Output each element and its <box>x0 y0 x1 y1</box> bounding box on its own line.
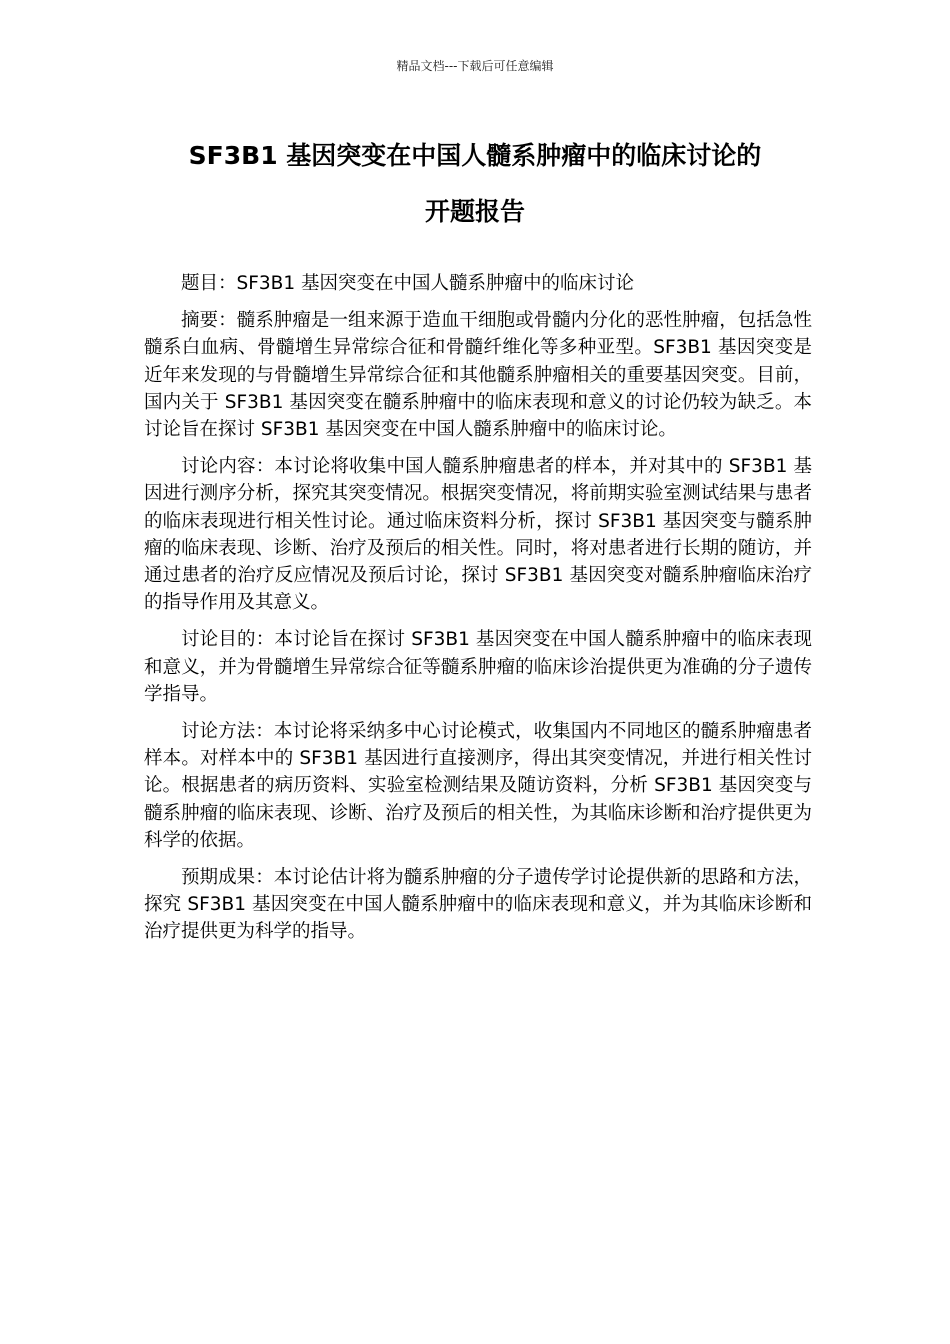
paragraph-purpose <box>144 626 812 708</box>
paragraph-label: 讨论目的： <box>181 629 275 651</box>
paragraph-label: 讨论方法： <box>181 721 274 743</box>
document-title-line-1: SF3B1 基因突变在中国人髓系肿瘤中的临床讨论的 <box>188 141 762 170</box>
paragraph-label: 预期成果： <box>181 867 274 889</box>
paragraph-label: 题目： <box>181 273 237 294</box>
paragraph-text: 本讨论将收集中国人髓系肿瘤患者的样本，并对其中的 SF3B1 基因进行测序分析，探究其突变情况。根据突变情况，将前期实验室测试结果与患者的临床表现进行相关性讨论。通过临床资料分析，探讨 SF3B1 基因突变与髓系肿瘤的临床表现、诊断、治疗及预后的相关性。同时，将对患者进行长期的随访，并通过患者的治疗反应情况及预后讨论，探讨 SF3B1 基因突变对髓系肿瘤临床治疗的指导作用及其意义。 <box>144 456 812 614</box>
paragraph-topic <box>144 270 812 297</box>
paragraph-method <box>144 718 812 854</box>
paragraph-label: 摘要： <box>181 310 237 332</box>
page-header-note: 精品文档---下载后可任意编辑 <box>396 59 554 73</box>
paragraph-text: 本讨论将采纳多中心讨论模式，收集国内不同地区的髓系肿瘤患者样本。对样本中的 SF3B1 基因进行直接测序，得出其突变情况，并进行相关性讨论。根据患者的病历资料、实验室检测结果及随访资料，分析 SF3B1 基因突变与髓系肿瘤的临床表现、诊断、治疗及预后的相关性，为其临床诊断和治疗提供更为科学的依据。 <box>144 721 812 851</box>
paragraph-text: 本讨论旨在探讨 SF3B1 基因突变在中国人髓系肿瘤中的临床表现和意义，并为骨髓增生异常综合征等髓系肿瘤的临床诊治提供更为准确的分子遗传学指导。 <box>144 629 812 705</box>
paragraph-text: 髓系肿瘤是一组来源于造血干细胞或骨髓内分化的恶性肿瘤，包括急性髓系白血病、骨髓增生异常综合征和骨髓纤维化等多种亚型。SF3B1 基因突变是近年来发现的与骨髓增生异常综合征和其他髓系肿瘤相关的重要基因突变。目前，国内关于 SF3B1 基因突变在髓系肿瘤中的临床表现和意义的讨论仍较为缺乏。本讨论旨在探讨 SF3B1 基因突变在中国人髓系肿瘤中的临床讨论。 <box>144 310 812 441</box>
document-body <box>144 270 812 956</box>
paragraph-content <box>144 453 812 616</box>
paragraph-abstract <box>144 307 812 443</box>
paragraph-expected-results <box>144 864 812 946</box>
paragraph-label: 讨论内容： <box>181 456 275 478</box>
paragraph-text: SF3B1 基因突变在中国人髓系肿瘤中的临床讨论 <box>236 273 635 294</box>
document-title-line-2: 开题报告 <box>424 197 525 226</box>
paragraph-text: 本讨论估计将为髓系肿瘤的分子遗传学讨论提供新的思路和方法，探究 SF3B1 基因突变在中国人髓系肿瘤中的临床表现和意义，并为其临床诊断和治疗提供更为科学的指导。 <box>144 867 812 943</box>
